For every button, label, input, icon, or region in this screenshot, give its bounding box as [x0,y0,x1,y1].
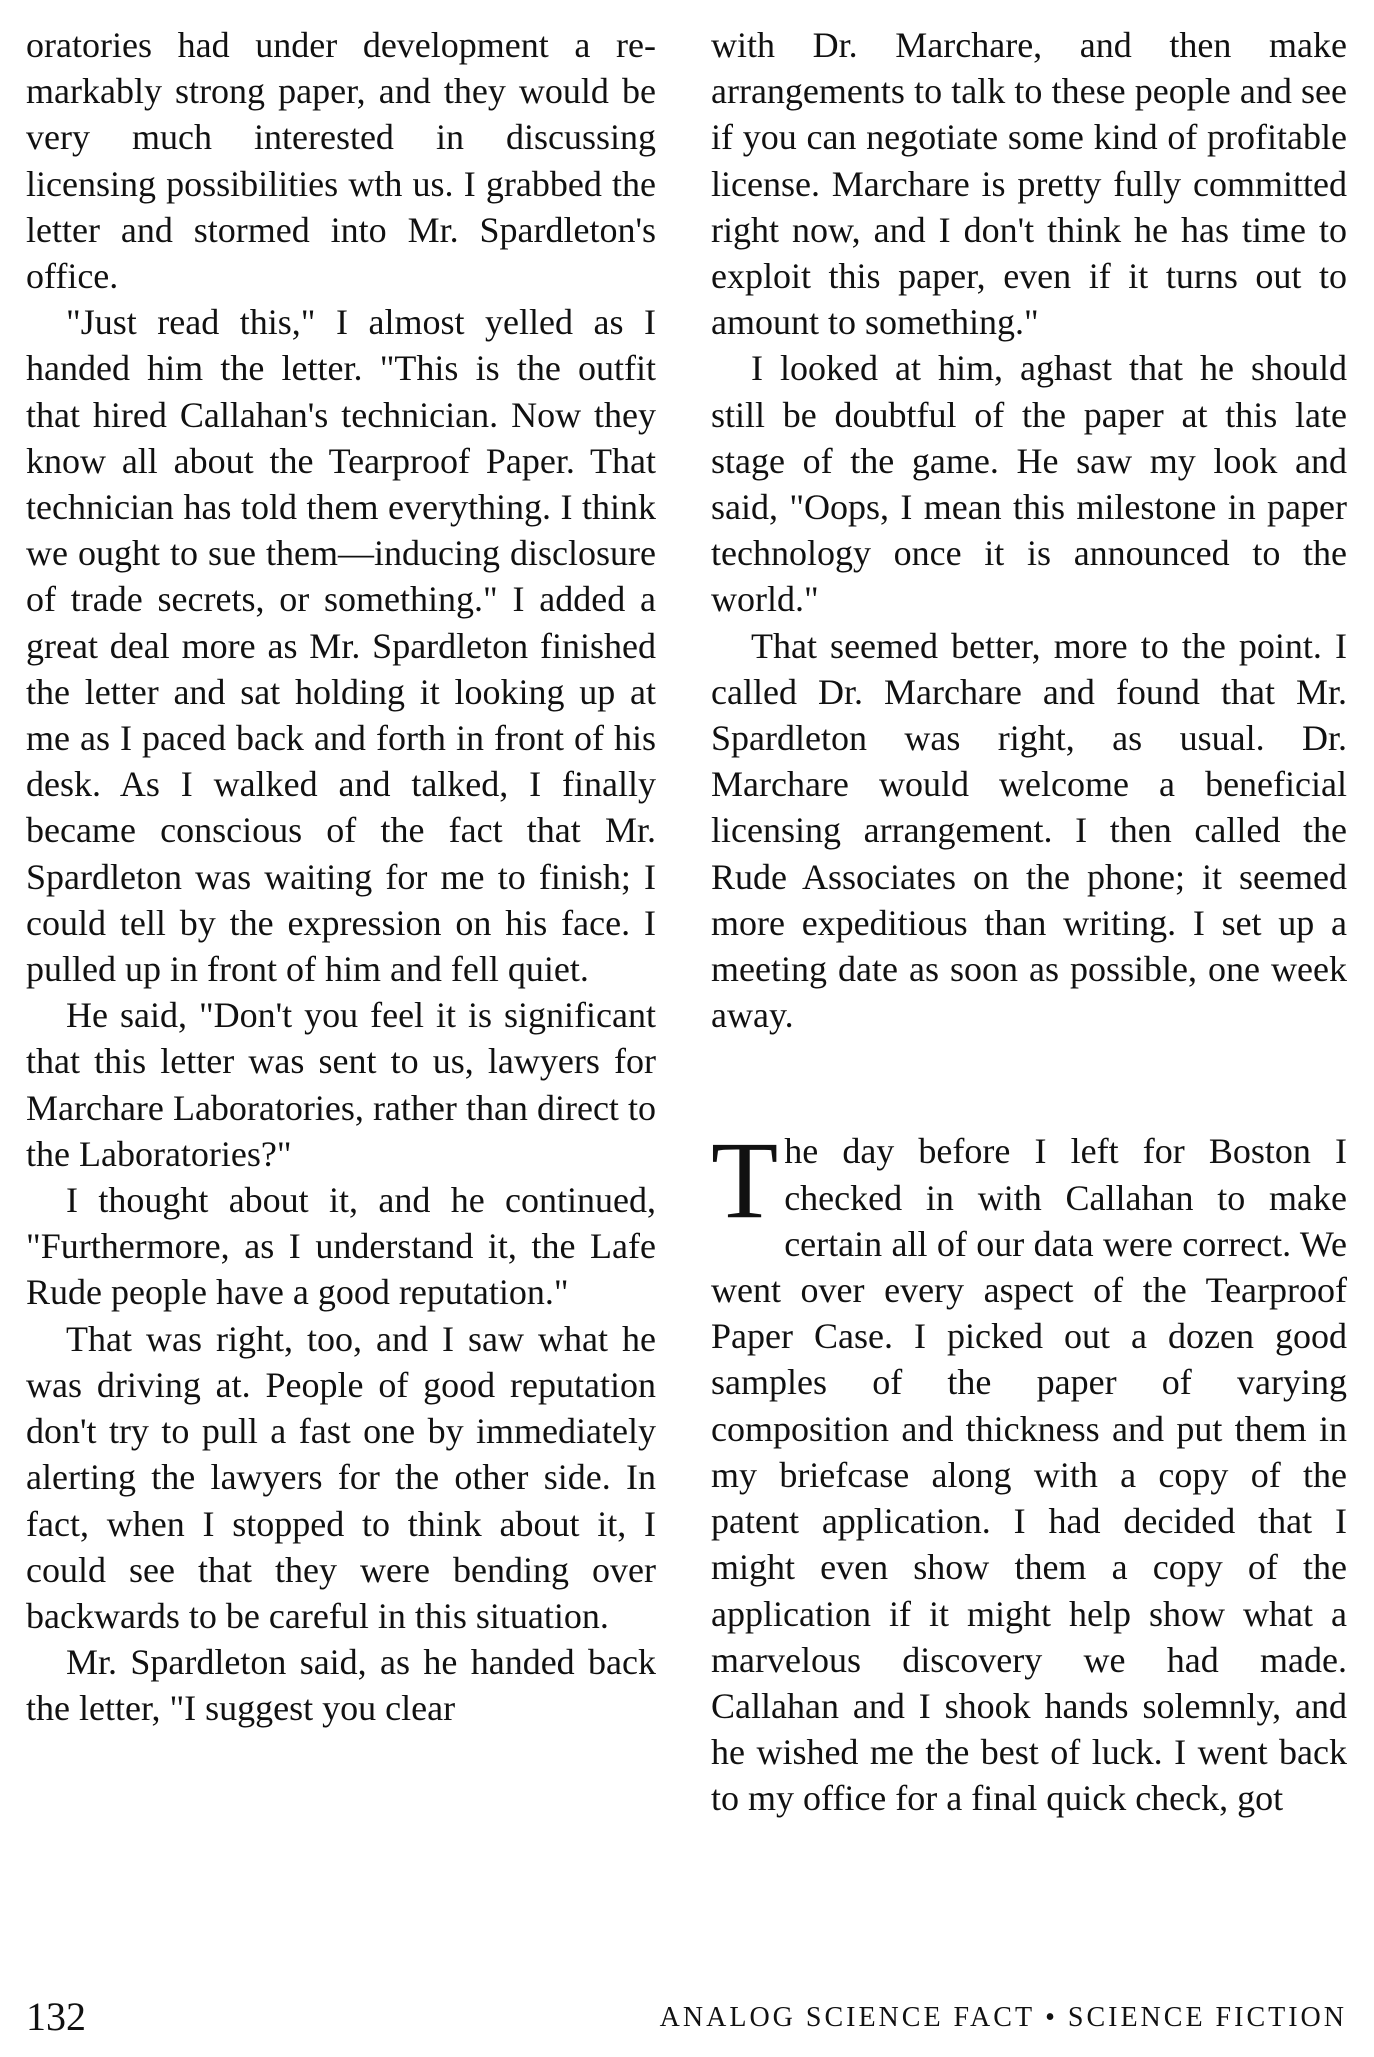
paragraph-continued: with Dr. Marchare, and then make arrangements to talk to these people and see if you can negotiate some kind of profitable license. Marchare is pretty fully committed right now, and I don't think he has time to exploit this paper, even if it turns out to amount to something." [711,25,1347,343]
running-head [660,1998,1347,2038]
paragraph: "Just read this," I almost yelled as I handed him the letter. "This is the outfit that hired Callahan's technician. Now they know all about the Tearproof Paper. That technician has told them everything. I think we ought to sue them—inducing disclosure of trade secrets, or something." I added a great deal more as Mr. Spardleton finished the letter and sat holding it looking up at me as I paced back and forth in front of his desk. As I walked and talked, I finally became conscious of the fact that Mr. Spardleton was waiting for me to finish; I could tell by the expression on his face. I pulled up in front of him and fell quiet. [26,302,656,990]
paragraph: That was right, too, and I saw what he was driving at. People of good reputation don't try to pull a fast one by immediately alerting the lawyers for the other side. In fact, when I stopped to think about it, I could see that they were bending over backwards to be careful in this situation. [26,1318,656,1636]
section-opening-paragraph [711,1119,1347,1821]
paragraph: Mr. Spardleton said, as he handed back the letter, "I suggest you clear [26,1642,656,1729]
page-footer [26,1992,1347,2042]
paragraph: I thought about it, and he continued, "Furthermore, as I understand it, the Lafe Rude people have a good reputation." [26,1180,656,1313]
section-break [711,1038,1347,1128]
paragraph: That seemed better, more to the point. I called Dr. Marchare and found that Mr. Spardleton was right, as usual. Dr. Marchare would welcome a beneficial licensing arrangement. I then called the Rude Associates on the phone; it seemed more expeditious than writing. I set up a meeting date as soon as possible, one week away. [711,625,1347,1036]
left-column [26,22,656,1952]
running-head-magazine: ANALOG SCIENCE FACT [659,2002,1036,2033]
paragraph-continued: oratories had under development a remarkably strong paper, and they would be very much interested in discussing licensing possibilities wth us. I grabbed the letter and stormed into Mr. Spardleton's office. [26,25,656,297]
page-number: 132 [26,1994,86,2039]
paragraph: I looked at him, aghast that he should still be doubtful of the paper at this late stage of the game. He saw my look and said, "Oops, I mean this milestone in paper technology once it is announced to the world." [711,348,1347,620]
paragraph-text: he day before I left for Boston I checked in with Callahan to make certain all of our data were correct. We went over every aspect of the Tearproof Paper Case. I picked out a dozen good samples of the paper of varying composition and thickness and put them in my briefcase along with a copy of the patent application. I had decided that I might even show them a copy of the application if it might help show what a marvelous discovery we had made. Callahan and I shook hands solemnly, and he wished me the best of luck. I went back to my office for a final quick check, got [711,1131,1347,1819]
paragraph: He said, "Don't you feel it is significant that this letter was sent to us, lawyers for Marchare Laboratories, rather than direct to the Laboratories?" [26,995,656,1174]
bullet-separator: • [1045,2002,1058,2033]
running-head-genre: SCIENCE FICTION [1067,2002,1347,2033]
drop-cap: T [711,1119,779,1242]
right-column [711,22,1347,1952]
